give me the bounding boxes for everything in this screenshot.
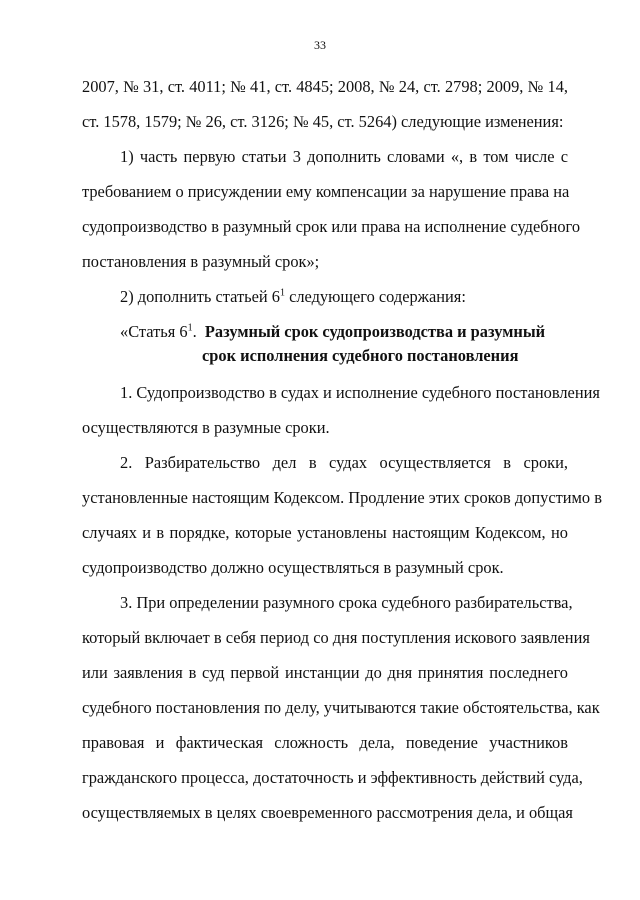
article-title-line-1: Разумный срок судопроизводства и разумный: [204, 322, 546, 341]
text-line: судебного постановления по делу, учитываются такие обстоятельства, как: [82, 698, 600, 717]
text-line: осуществляемых в целях своевременного рассмотрения дела, и общая: [82, 803, 573, 822]
text-line: судопроизводство должно осуществляться в разумный срок.: [82, 558, 504, 577]
text-line: или заявления в суд первой инстанции до дня принятия последнего: [82, 663, 568, 682]
text-line: установленные настоящим Кодексом. Продление этих сроков допустимо в: [82, 488, 602, 507]
text-line: гражданского процесса, достаточность и эффективность действий суда,: [82, 768, 583, 787]
clause-1: [82, 375, 600, 445]
article-label-dot: .: [192, 322, 197, 341]
amendment-item-2: [82, 279, 568, 314]
text-line: 1. Судопроизводство в судах и исполнение судебного постановления: [120, 383, 600, 402]
text-line: судопроизводство в разумный срок или права на исполнение судебного: [82, 217, 581, 236]
item2-suffix: следующего содержания:: [284, 287, 466, 306]
text-line: правовая и фактическая сложность дела, поведение участников: [82, 733, 568, 752]
clause-2: [82, 445, 602, 585]
item2-prefix: 2) дополнить статьей 6: [120, 287, 280, 306]
article-heading: [82, 320, 568, 368]
text-line: 3. При определении разумного срока судебного разбирательства,: [120, 593, 573, 612]
article-heading-line-1: [82, 320, 568, 344]
clause-3: [82, 585, 600, 830]
article-label: [120, 322, 197, 341]
article-title-line-2: срок исполнения судебного постановления: [202, 346, 519, 365]
document-body: [82, 69, 602, 830]
text-line: 1) часть первую статьи 3 дополнить словами «, в том числе с: [120, 147, 568, 166]
text-line: [82, 279, 568, 314]
intro-paragraph: [82, 69, 568, 139]
text-line: случаях и в порядке, которые установлены настоящим Кодексом, но: [82, 523, 568, 542]
page-number: 33: [314, 38, 326, 52]
amendment-item-1: [82, 139, 581, 279]
text-line: 2. Разбирательство дел в судах осуществляется в сроки,: [120, 453, 568, 472]
text-line: ст. 1578, 1579; № 26, ст. 3126; № 45, ст. 5264) следующие изменения:: [82, 112, 564, 131]
text-line: осуществляются в разумные сроки.: [82, 418, 330, 437]
item2-superscript: 1: [279, 287, 285, 299]
text-line: который включает в себя период со дня поступления искового заявления: [82, 628, 590, 647]
text-line: 2007, № 31, ст. 4011; № 41, ст. 4845; 2008, № 24, ст. 2798; 2009, № 14,: [82, 77, 568, 96]
article-label-superscript: 1: [187, 322, 193, 334]
text-line: требованием о присуждении ему компенсации за нарушение права на: [82, 182, 570, 201]
text-line: постановления в разумный срок»;: [82, 252, 320, 271]
article-label-text: «Статья 6: [120, 322, 188, 341]
